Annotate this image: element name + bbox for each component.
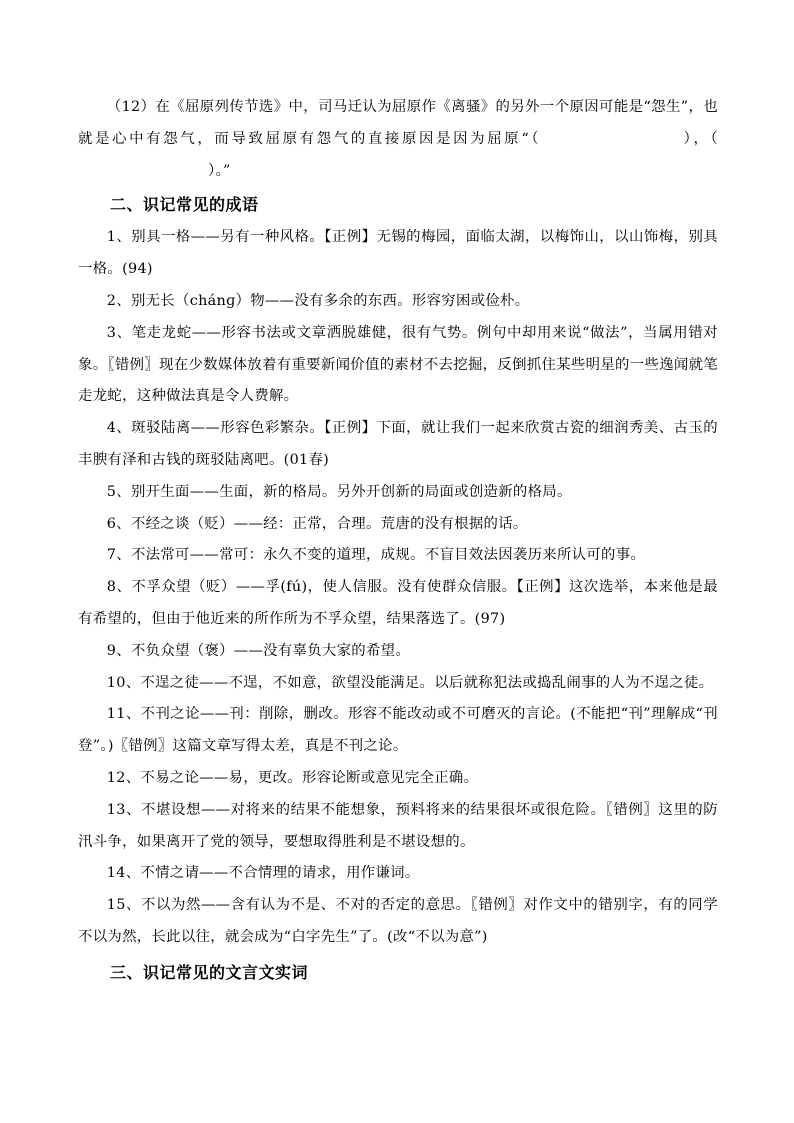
- section-heading-classical-words: 三、识记常见的文言文实词: [110, 962, 309, 982]
- question-12-text-3: ）。”: [208, 162, 231, 179]
- idiom-item: 1、别具一格——另有一种风格。【正例】无锡的梅园，面临太湖，以梅饰山，以山饰梅，别具一格。(94): [78, 229, 718, 278]
- idiom-item: 12、不易之论——易，更改。形容论断或意见完全正确。: [106, 769, 479, 786]
- idiom-item: 9、不负众望（褒）——没有辜负大家的希望。: [106, 642, 411, 659]
- idiom-item: 10、不逞之徒——不逞，不如意，欲望没能满足。以后就称犯法或捣乱闹事的人为不逞之徒。: [106, 674, 714, 691]
- idiom-item: 11、不刊之论——刊：削除，删改。形容不能改动或不可磨灭的言论。(不能把“刊”理解成“刊登”。)〖错例〗这篇文章写得太差，真是不刊之论。: [78, 706, 718, 755]
- idiom-item: 4、斑驳陆离——形容色彩繁杂。【正例】下面，就让我们一起来欣赏古瓷的细润秀美、古玉的丰腴有泽和古钱的斑驳陆离吧。(01春): [78, 420, 718, 468]
- idiom-item: 2、别无长（chánɡ）物——没有多余的东西。形容穷困或俭朴。: [106, 292, 530, 309]
- document-page: [78, 92, 718, 990]
- idiom-item: 13、不堪设想——对将来的结果不能想象，预料将来的结果很坏或很危险。〖错例〗这里的防汛斗争，如果离开了党的领导，要想取得胜利是不堪设想的。: [78, 801, 718, 850]
- idiom-list: [78, 222, 718, 953]
- section-heading-idioms: 二、识记常见的成语: [110, 195, 259, 215]
- idiom-item: 8、不孚众望（贬）——孚(fú)，使人信服。没有使群众信服。【正例】这次选举，本来他是最有希望的，但由于他近来的所作所为不孚众望，结果落选了。(97): [78, 579, 718, 627]
- question-12-text-1: （12）在《屈原列传节选》中，司马迁认为屈原作《离骚》的另外一个原因可能是“怨生”，也就是心中有怨气，而导致屈原有怨气的直接原因是因为屈原“（: [78, 99, 718, 147]
- idiom-item: 7、不法常可——常可：永久不变的道理，成规。不盲目效法因袭历来所认可的事。: [106, 547, 646, 564]
- question-12: [78, 92, 718, 187]
- question-12-text-2: ），（: [681, 130, 718, 147]
- idiom-item: 15、不以为然——含有认为不是、不对的否定的意思。〖错例〗对作文中的错别字，有的同学不以为然，长此以往，就会成为“白字先生”了。(改“不以为意”): [78, 897, 718, 945]
- idiom-item: 6、不经之谈（贬）——经：正常，合理。荒唐的没有根据的话。: [106, 515, 528, 532]
- idiom-item: 5、别开生面——生面，新的格局。另外开创新的局面或创造新的格局。: [106, 483, 572, 500]
- idiom-item: 3、笔走龙蛇——形容书法或文章洒脱雄健，很有气势。例句中却用来说“做法”，当属用错对象。〖错例〗现在少数媒体放着有重要新闻价值的素材不去挖掘，反倒抓住某些明星的一些逸闻就笔走龙蛇，这种做法真是令人费解。: [78, 324, 718, 405]
- idiom-item: 14、不情之请——不合情理的请求，用作谦词。: [106, 865, 420, 882]
